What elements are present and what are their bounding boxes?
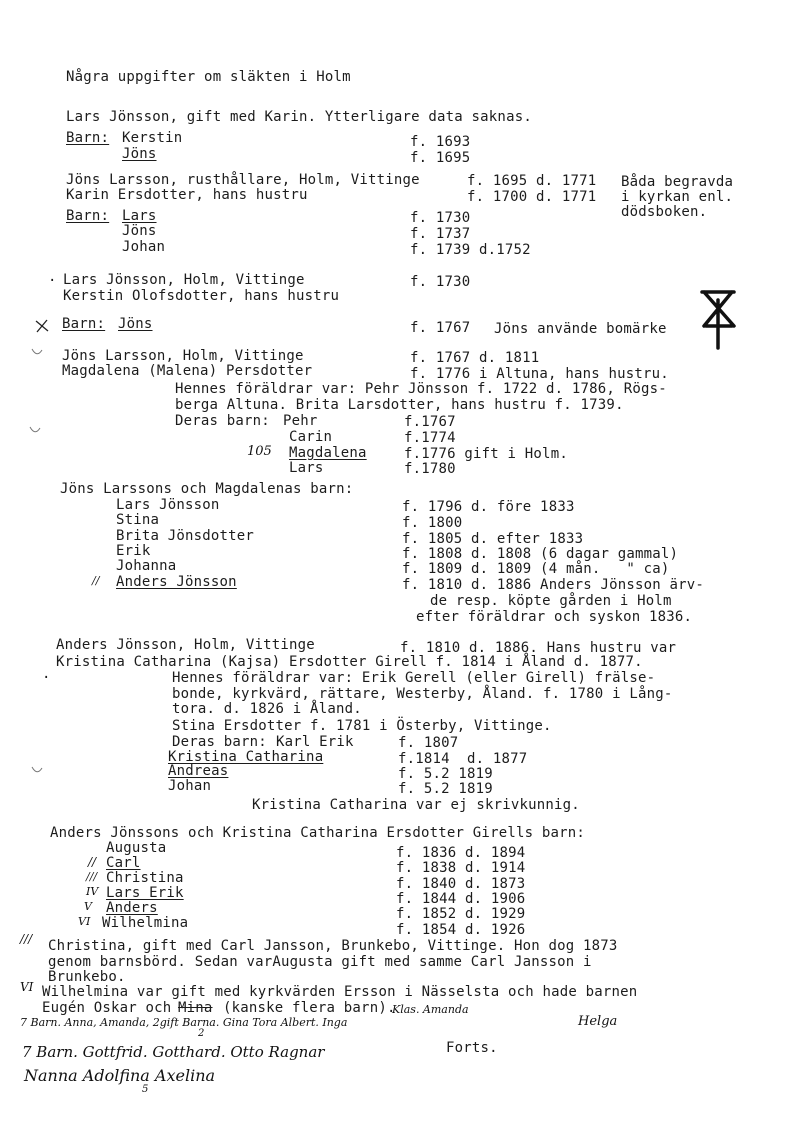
gen5-sibling-date: f. 5.2 1819 [398,766,493,782]
margin-number: // [88,855,97,869]
gen5-child-date: f. 1852 d. 1929 [396,906,526,922]
gen4-sibling-name: Lars [289,460,324,476]
gen2-note-line: i kyrkan enl. [621,189,734,205]
gen4-child-name: Stina [116,512,160,528]
gen1-child-date: f. 1695 [410,150,471,166]
gen5-child-date: f. 1854 d. 1926 [396,922,526,938]
continued-label: Forts. [446,1040,498,1056]
gen5-head-name: Anders Jönsson, Holm, Vittinge [56,637,315,653]
margin-number: VI [20,980,34,994]
gen4-sibling-date: f.1776 gift i Holm. [404,446,568,462]
gen5-sibling-date: f.1814 d. 1877 [398,751,528,767]
gen4-child-date: f. 1810 d. 1886 Anders Jönsson ärv- [402,577,705,593]
gen5-child-name: Christina [106,870,184,886]
gen5-child-date: f. 1838 d. 1914 [396,860,526,876]
gen5-sibling-name: Andreas [168,763,229,779]
gen4-child-date: f. 1808 d. 1808 (6 dagar gammal) [402,546,679,562]
gen5-child-date: f. 1840 d. 1873 [396,876,526,892]
gen3-child-date: f. 1767 [410,320,471,336]
gen4-siblings-label: Deras barn: [175,413,270,429]
gen5-child-name: Anders [106,900,158,916]
gen5-parents-line: Hennes föräldrar var: Erik Gerell (eller Girell) frälse- [172,670,656,686]
gen2-head-name: Jöns Larsson, rusthållare, Holm, Vittinge [66,172,420,188]
gen5-literacy-note: Kristina Catharina var ej skrivkunnig. [252,797,580,813]
margin-number: IV [86,885,99,898]
handwritten-note: Helga [578,1014,618,1029]
gen4-wife-name: Magdalena (Malena) Persdotter [62,363,313,379]
gen2-head-date: f. 1695 d. 1771 [467,173,597,189]
gen5-parents-line: tora. d. 1826 i Åland. [172,701,362,717]
gen4-child-name: Johanna [116,558,177,574]
gen5-sibling-name: Kristina Catharina [168,749,324,765]
gen2-child-name: Johan [122,239,166,255]
note-christina-line: Christina, gift med Carl Jansson, Brunkebo, Vittinge. Hon dog 1873 [48,938,618,954]
gen1-intro: Lars Jönsson, gift med Karin. Ytterligare data saknas. [66,109,532,125]
gen3-child-name: Jöns [118,316,153,332]
gen4-child-name: Brita Jönsdotter [116,528,255,544]
hole-punch-mark-icon [28,424,42,438]
note-wilhelmina-line: Eugén Oskar och [42,1000,172,1016]
gen4-child-date: f. 1809 d. 1809 (4 mån. " ca) [402,561,670,577]
margin-number: // [92,574,100,587]
gen5-child-name: Carl [106,855,141,871]
margin-number: 105 [247,444,272,459]
cross-mark-icon [34,318,50,334]
gen5-wife-line: Kristina Catharina (Kajsa) Ersdotter Girell f. 1814 i Åland d. 1877. [56,654,643,670]
bomarke-icon [696,286,742,352]
gen1-child-name: Kerstin [122,130,183,146]
gen5-children-heading: Anders Jönssons och Kristina Catharina Ersdotter Girells barn: [50,825,585,841]
handwritten-note: Nanna Adolfina Axelina [24,1066,216,1085]
gen5-parents-line: bonde, kyrkvärd, rättare, Westerby, Åland. f. 1780 i Lång- [172,686,673,702]
gen4-child-date: f. 1796 d. före 1833 [402,499,575,515]
gen4-sibling-date: f.1780 [404,461,456,477]
margin-number: /// [86,870,98,883]
gen5-child-name: Lars Erik [106,885,184,901]
gen5-child-name: Wilhelmina [102,915,189,931]
gen3-head-name: Lars Jönsson, Holm, Vittinge [63,272,305,288]
gen2-child-date: f. 1730 [410,210,471,226]
gen2-child-date: f. 1739 d.1752 [410,242,531,258]
gen5-head-date: f. 1810 d. 1886. Hans hustru var [400,640,677,656]
gen4-sibling-name: Magdalena [289,445,367,461]
gen1-children-label: Barn: [66,130,110,146]
gen4-parents-line: Hennes föräldrar var: Pehr Jönsson f. 1722 d. 1786, Rögs- [175,381,667,397]
gen4-head-name: Jöns Larsson, Holm, Vittinge [62,348,304,364]
gen4-children-heading: Jöns Larssons och Magdalenas barn: [60,481,354,497]
note-christina-line: Brunkebo. [48,969,126,985]
gen2-note-line: Båda begravda [621,174,734,190]
gen4-wife-date: f. 1776 i Altuna, hans hustru. [410,366,669,382]
margin-number: 2 [198,1028,205,1039]
gen4-inherit-line: de resp. köpte gården i Holm [430,593,672,609]
gen2-child-date: f. 1737 [410,226,471,242]
gen5-parents-line: Stina Ersdotter f. 1781 i Österby, Vittinge. [172,718,552,734]
gen3-head-date: f. 1730 [410,274,471,290]
gen4-child-date: f. 1800 [402,515,463,531]
handwritten-note: Klas. Amanda [392,1003,469,1016]
handwritten-note: 7 Barn. Anna, Amanda, 2gift Barna. Gina Tora Albert. Inga [20,1016,348,1029]
margin-number: VI [78,915,91,928]
gen5-sibling-date: f. 1807 [398,735,459,751]
gen3-children-label: Barn: [62,316,106,332]
gen2-wife-date: f. 1700 d. 1771 [467,189,597,205]
gen4-sibling-date: f.1767 [404,414,456,430]
gen5-child-name: Augusta [106,840,167,856]
bullet-dot: · [48,273,57,289]
gen4-inherit-line: efter föräldrar och syskon 1836. [416,609,693,625]
gen2-note-line: dödsboken. [621,204,708,220]
gen4-child-name: Erik [116,543,151,559]
note-christina-line: genom barnsbörd. Sedan varAugusta gift med samme Carl Jansson i [48,954,592,970]
bullet-dot: · [42,670,51,686]
gen5-child-date: f. 1836 d. 1894 [396,845,526,861]
gen3-wife-name: Kerstin Olofsdotter, hans hustru [63,288,340,304]
gen4-sibling-name: Carin [289,429,333,445]
gen2-child-name: Jöns [122,223,157,239]
handwritten-note: 7 Barn. Gottfrid. Gotthard. Otto Ragnar [22,1043,325,1061]
gen4-child-date: f. 1805 d. efter 1833 [402,531,584,547]
gen5-sibling-date: f. 5.2 1819 [398,781,493,797]
gen5-child-date: f. 1844 d. 1906 [396,891,526,907]
margin-number: 5 [142,1084,149,1095]
gen4-parents-line: berga Altuna. Brita Larsdotter, hans hustru f. 1739. [175,397,624,413]
note-wilhelmina-line: Wilhelmina var gift med kyrkvärden Ersson i Nässelsta och hade barnen [42,984,638,1000]
gen4-child-name: Lars Jönsson [116,497,220,513]
gen2-children-label: Barn: [66,208,110,224]
gen3-child-note: Jöns använde bomärke [494,321,667,337]
gen2-child-name: Lars [122,208,157,224]
hole-punch-mark-icon [30,764,44,778]
margin-number: V [84,900,92,913]
gen4-sibling-date: f.1774 [404,430,456,446]
margin-number: /// [20,932,33,946]
gen1-child-name: Jöns [122,146,157,162]
note-wilhelmina-struck: Mina [178,1000,213,1016]
gen1-child-date: f. 1693 [410,134,471,150]
gen4-head-date: f. 1767 d. 1811 [410,350,540,366]
hole-punch-mark-icon [30,346,44,360]
note-wilhelmina-line: (kanske flera barn). [223,1000,396,1016]
gen5-sibling-name: Karl Erik [276,734,354,750]
gen5-siblings-label: Deras barn: [172,734,267,750]
page-title: Några uppgifter om släkten i Holm [66,69,351,85]
gen4-sibling-name: Pehr [283,413,318,429]
gen5-sibling-name: Johan [168,778,212,794]
gen2-wife-name: Karin Ersdotter, hans hustru [66,187,308,203]
gen4-child-name: Anders Jönsson [116,574,237,590]
